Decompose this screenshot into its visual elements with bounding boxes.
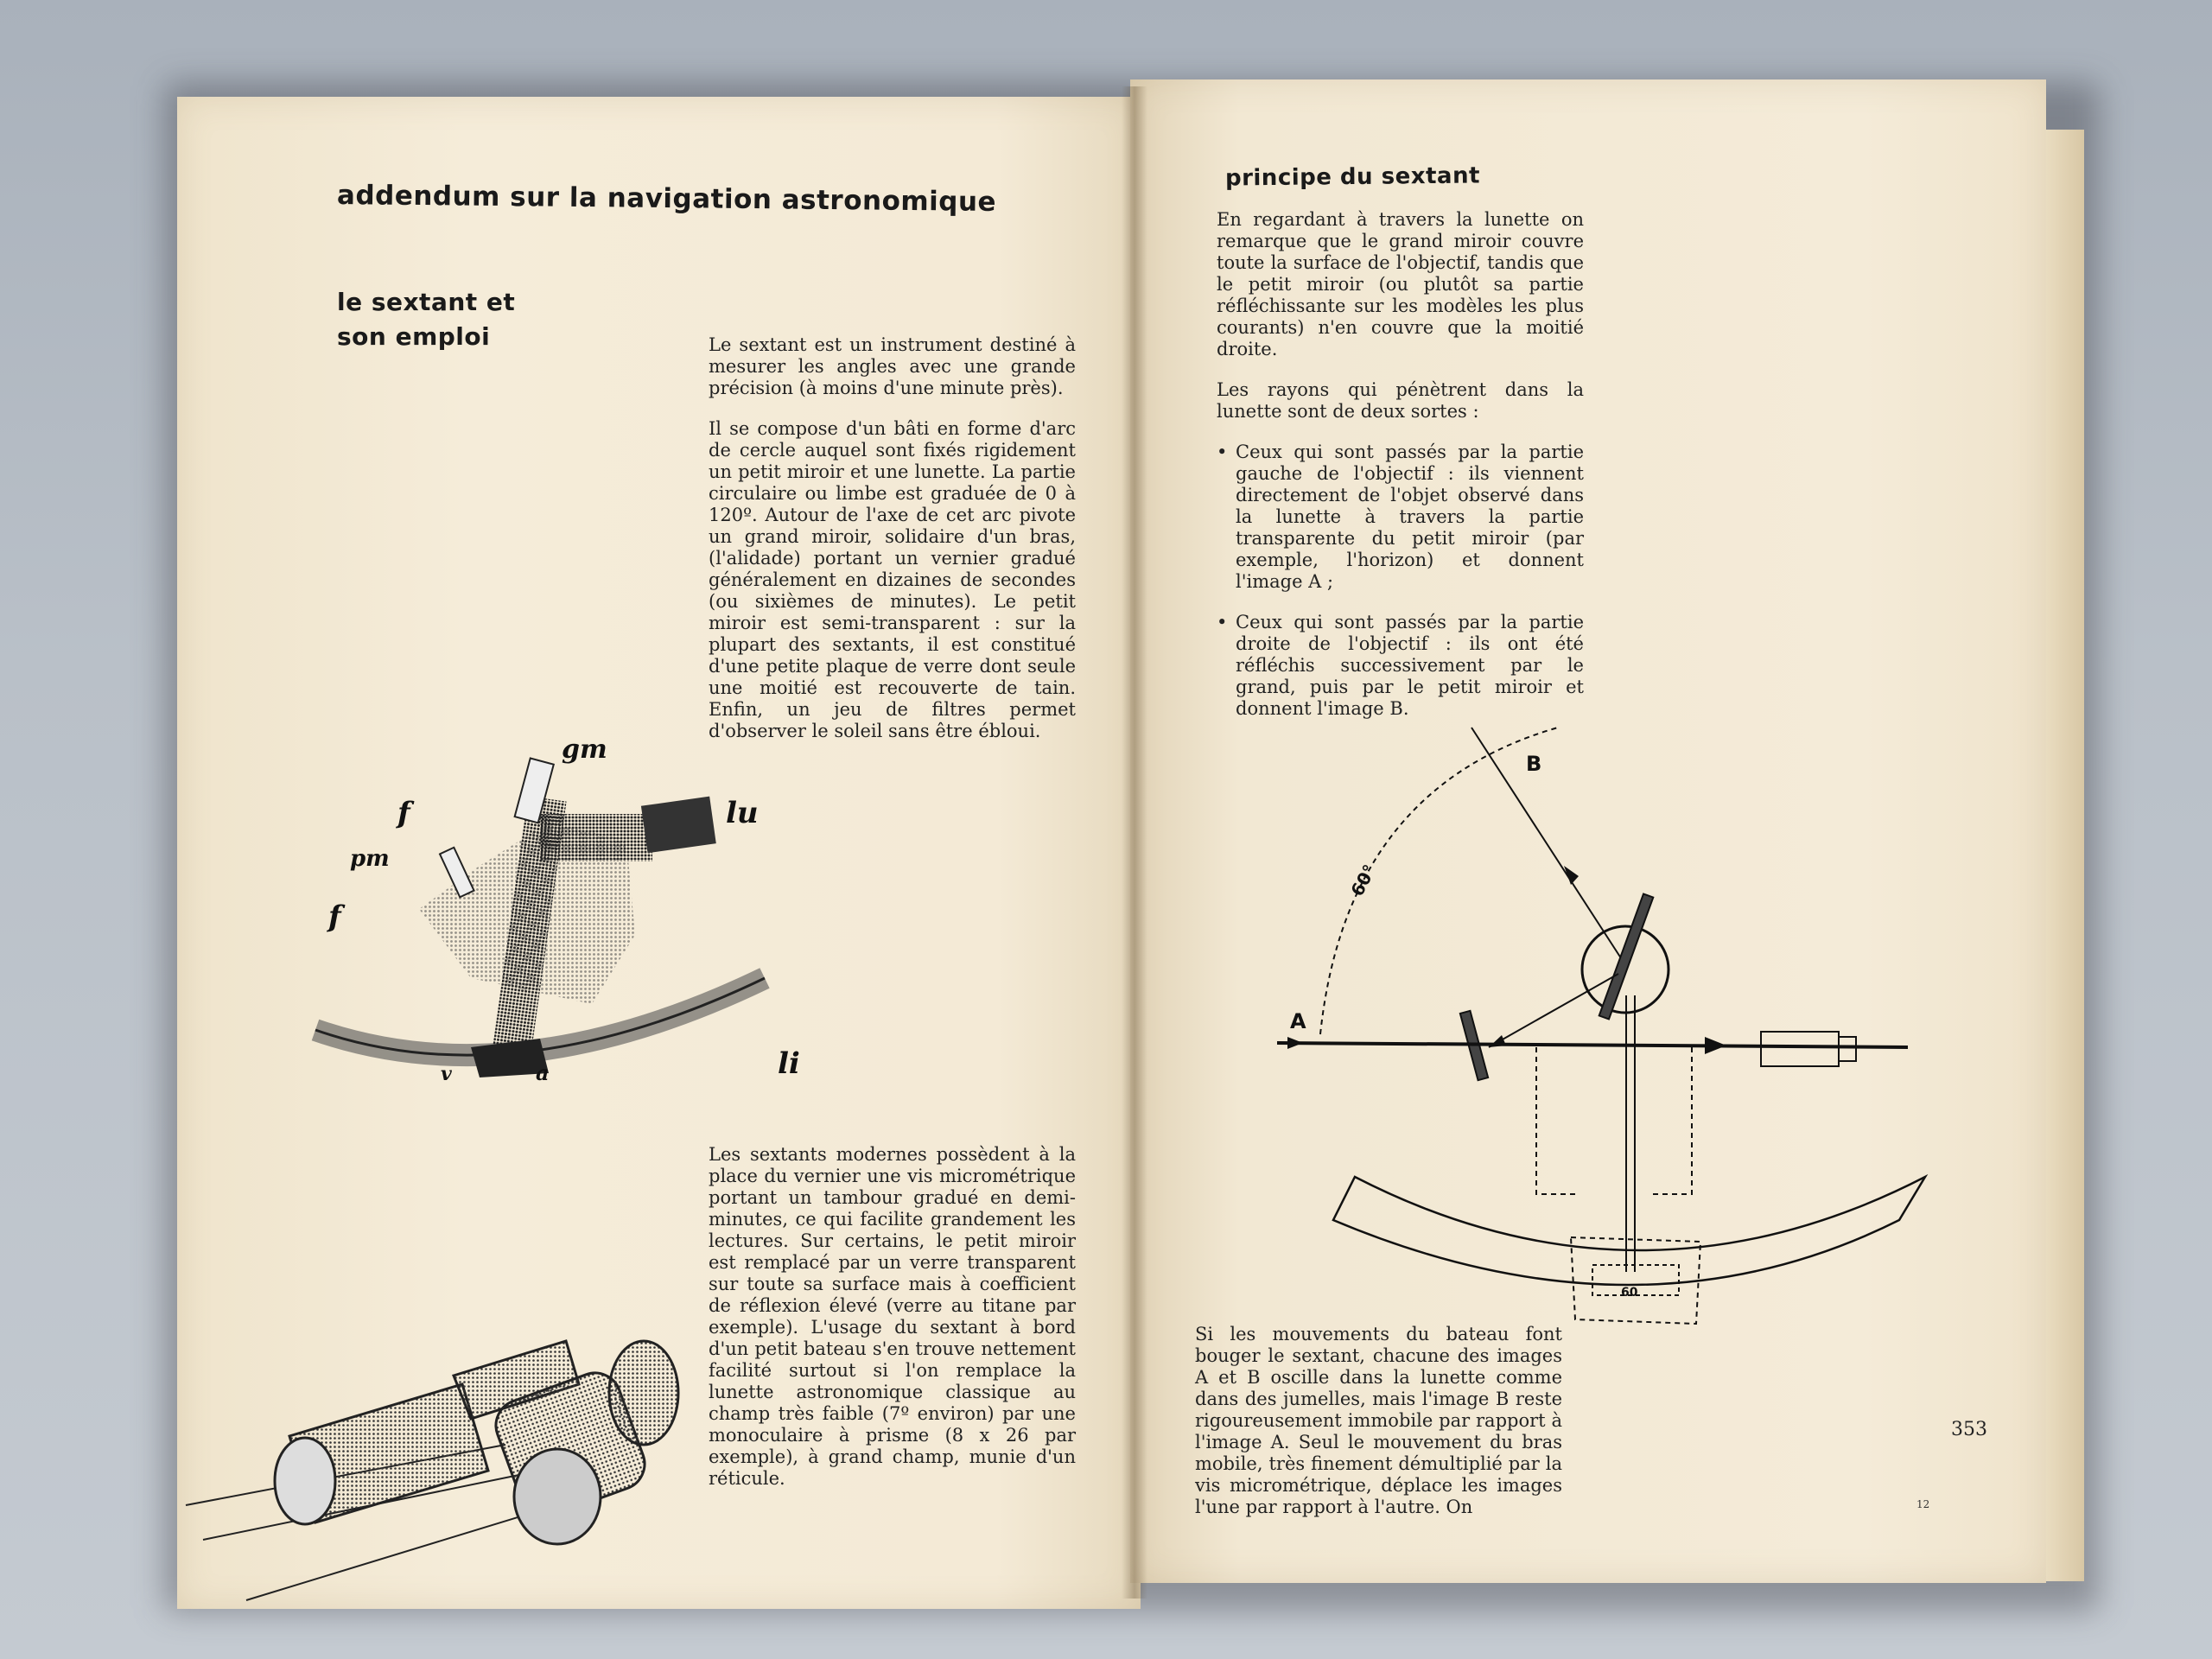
paragraph: Si les mouvements du bateau font bouger le sextant, chacune des images A et B oscille dans la lunette comme dans des jumelles, mais l'image B reste rigoureusement immobile par rapport à l'image A. Seul le mouvement du bras mobile, très finement démultiplié par la vis micrométrique, déplace les images l'une par rapport à l'autre. On <box>1195 1324 1562 1517</box>
paragraph: Les rayons qui pénètrent dans la lunette sont de deux sortes : <box>1217 379 1584 422</box>
small-mark: 12 <box>1916 1498 1930 1510</box>
monocular-illustration <box>177 1289 713 1609</box>
right-page <box>1130 79 2046 1583</box>
label-lu: lu <box>726 796 759 830</box>
list-item: • Ceux qui sont passés par la partie droite de l'objectif : ils ont été réfléchis successivement par le grand, puis par le petit miroir et donnent l'image B. <box>1217 612 1584 720</box>
bottom-text <box>1195 1324 1562 1537</box>
sextant-principle-diagram <box>1243 632 1951 1350</box>
label-a: A <box>1290 1009 1306 1033</box>
book-gutter <box>1122 86 1147 1599</box>
label-pm: pm <box>350 846 390 872</box>
page-number: 353 <box>1951 1419 1987 1440</box>
right-title: principe du sextant <box>1224 162 1481 192</box>
paragraph: En regardant à travers la lunette on remarque que le grand miroir couvre toute la surface de l'objectif, tandis que le petit miroir (ou plutôt sa partie réfléchissante sur les modèles les plus courants) n'en couvre que la moitié droite. <box>1217 209 1584 359</box>
intro-text <box>709 334 1076 761</box>
label-scale: 60 <box>1621 1286 1638 1300</box>
label-v: v <box>441 1063 452 1082</box>
lower-text <box>709 1144 1076 1509</box>
paragraph: Les sextants modernes possèdent à la place du vernier une vis micrométrique portant un tambour gradué en demi-minutes, ce qui facilite grandement les lectures. Sur certains, le petit miroir est remplacé par un verre transparent sur toute sa surface mais à coefficient de réflexion élevé (verre au titane par exemple). L'usage du sextant à bord d'un petit bateau s'en trouve nettement facilité surtout si l'on remplace la lunette astronomique classique au champ très faible (7º environ) par une monoculaire à prisme (8 x 26 par exemple), à grand champ, munie d'un réticule. <box>709 1144 1076 1489</box>
label-gm: gm <box>562 734 607 765</box>
page-edges <box>2046 130 2084 1581</box>
paragraph: Le sextant est un instrument destiné à mesurer les angles avec une grande précision (à moins d'une minute près). <box>709 334 1076 398</box>
label-angle: 60° <box>1346 861 1381 900</box>
list-item: • Ceux qui sont passés par la partie gauche de l'objectif : ils viennent directement de l'objet observé dans la lunette à travers la partie transparente du petit miroir (par exemple, l'horizon) et donnent l'image A ; <box>1217 442 1584 593</box>
label-f2: f <box>328 899 341 934</box>
left-page <box>177 97 1141 1609</box>
label-a: a <box>536 1060 550 1082</box>
sextant-illustration <box>264 719 834 1082</box>
label-f1: f <box>397 796 410 830</box>
label-li-visible: li <box>778 1046 800 1081</box>
section-title-line1: le sextant et <box>337 288 516 316</box>
section-title-line2: son emploi <box>337 322 491 351</box>
label-b: B <box>1526 752 1542 776</box>
paragraph: Il se compose d'un bâti en forme d'arc de cercle auquel sont fixés rigidement un petit miroir et une lunette. La partie circulaire ou limbe est graduée de 0 à 120º. Autour de l'axe de cet arc pivote un grand miroir, solidaire d'un bras, (l'alidade) portant un vernier gradué généralement en dizaines de secondes (ou sixièmes de minutes). Le petit miroir est semi-transparent : sur la plupart des sextants, il est constitué d'une petite plaque de verre dont seule une moitié est recouverte de tain. Enfin, un jeu de filtres permet d'observer le soleil sans être ébloui. <box>709 418 1076 741</box>
main-title: addendum sur la navigation astronomique <box>336 180 997 218</box>
section-title <box>337 285 515 354</box>
